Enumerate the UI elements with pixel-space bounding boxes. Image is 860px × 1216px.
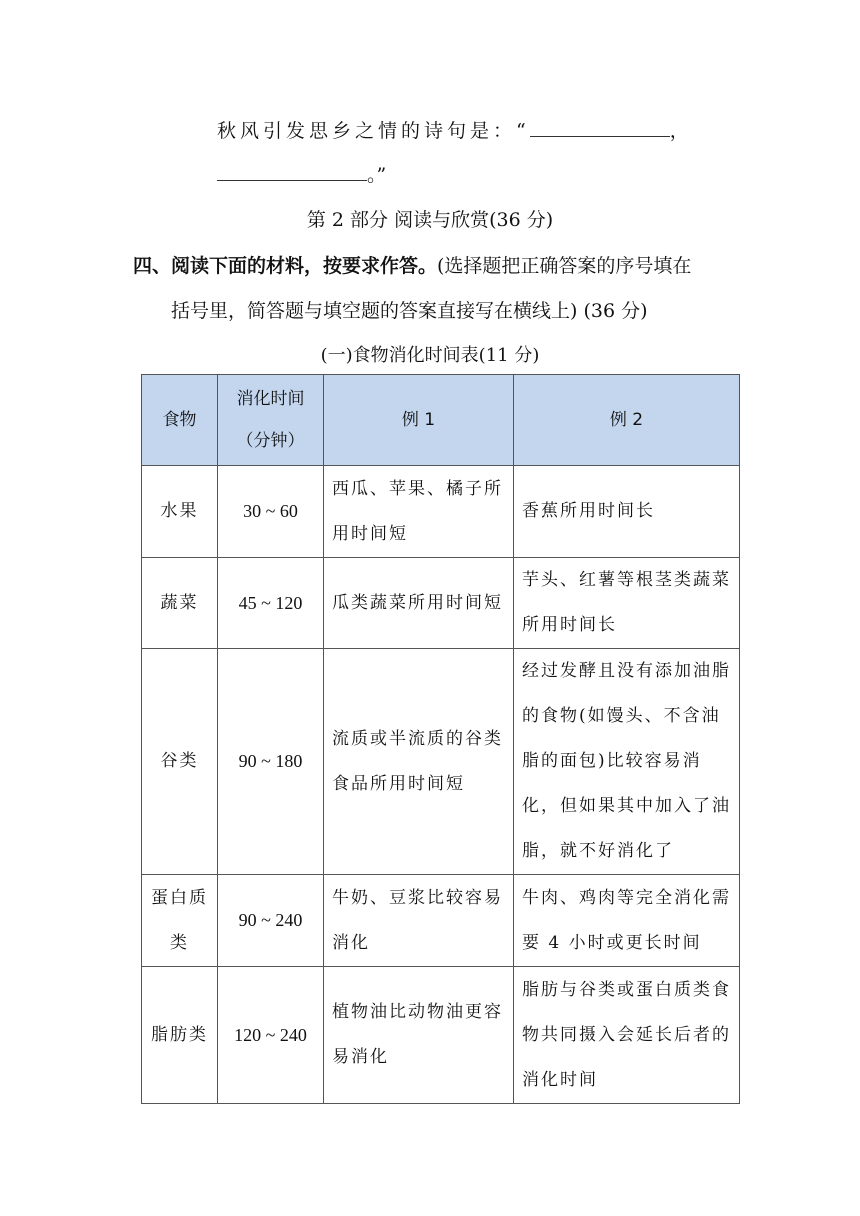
food-cell: 脂肪类 xyxy=(142,967,218,1104)
example-2-cell: 芋头、红薯等根茎类蔬菜所用时间长 xyxy=(514,558,740,649)
example-2-cell: 脂肪与谷类或蛋白质类食物共同摄入会延长后者的消化时间 xyxy=(514,967,740,1104)
poem-line-1 xyxy=(217,116,693,143)
time-cell: 90 ~ 180 xyxy=(218,649,324,875)
question-4-heading: 四、阅读下面的材料，按要求作答。 xyxy=(133,255,438,277)
table-row xyxy=(142,558,740,649)
example-1-cell: 植物油比动物油更容易消化 xyxy=(324,967,514,1104)
question-4-line-2: 括号里，简答题与填空题的答案直接写在横线上) (36 分) xyxy=(171,300,648,322)
poem-separator: ， xyxy=(669,120,693,142)
time-cell: 120 ~ 240 xyxy=(218,967,324,1104)
food-cell: 蔬菜 xyxy=(142,558,218,649)
table-header-row xyxy=(142,375,740,466)
time-cell: 45 ~ 120 xyxy=(218,558,324,649)
part-title: 第 2 部分 阅读与欣赏(36 分) xyxy=(306,209,554,231)
digestion-time-table xyxy=(141,374,740,1104)
example-1-cell: 瓜类蔬菜所用时间短 xyxy=(324,558,514,649)
poem-end-quote: 。” xyxy=(367,164,387,186)
example-2-cell: 牛肉、鸡肉等完全消化需要 4 小时或更长时间 xyxy=(514,875,740,967)
poem-prompt: 秋风引发思乡之情的诗句是：“ xyxy=(217,120,530,142)
table-row xyxy=(142,967,740,1104)
header-example-1: 例 1 xyxy=(324,375,514,466)
example-1-cell: 牛奶、豆浆比较容易消化 xyxy=(324,875,514,967)
example-2-cell: 经过发酵且没有添加油脂的食物(如馒头、不含油脂的面包)比较容易消化，但如果其中加入了油脂，就不好消化了 xyxy=(514,649,740,875)
table-row xyxy=(142,875,740,967)
example-2-cell: 香蕉所用时间长 xyxy=(514,466,740,558)
table-row xyxy=(142,466,740,558)
example-1-cell: 西瓜、苹果、橘子所用时间短 xyxy=(324,466,514,558)
header-food: 食物 xyxy=(142,375,218,466)
food-cell: 谷类 xyxy=(142,649,218,875)
header-digestion-time: 消化时间 （分钟） xyxy=(218,375,324,466)
question-4-instructions: (选择题把正确答案的序号填在 xyxy=(437,255,692,277)
header-example-2: 例 2 xyxy=(514,375,740,466)
poem-line-2 xyxy=(217,160,386,187)
answer-blank-2[interactable] xyxy=(217,164,367,181)
example-1-cell: 流质或半流质的谷类食品所用时间短 xyxy=(324,649,514,875)
time-cell: 30 ~ 60 xyxy=(218,466,324,558)
food-cell: 水果 xyxy=(142,466,218,558)
time-cell: 90 ~ 240 xyxy=(218,875,324,967)
table-caption: (一)食物消化时间表(11 分) xyxy=(320,345,540,366)
question-4-line-1 xyxy=(133,251,691,278)
answer-blank-1[interactable] xyxy=(530,120,670,137)
table-row xyxy=(142,649,740,875)
food-cell: 蛋白质类 xyxy=(142,875,218,967)
